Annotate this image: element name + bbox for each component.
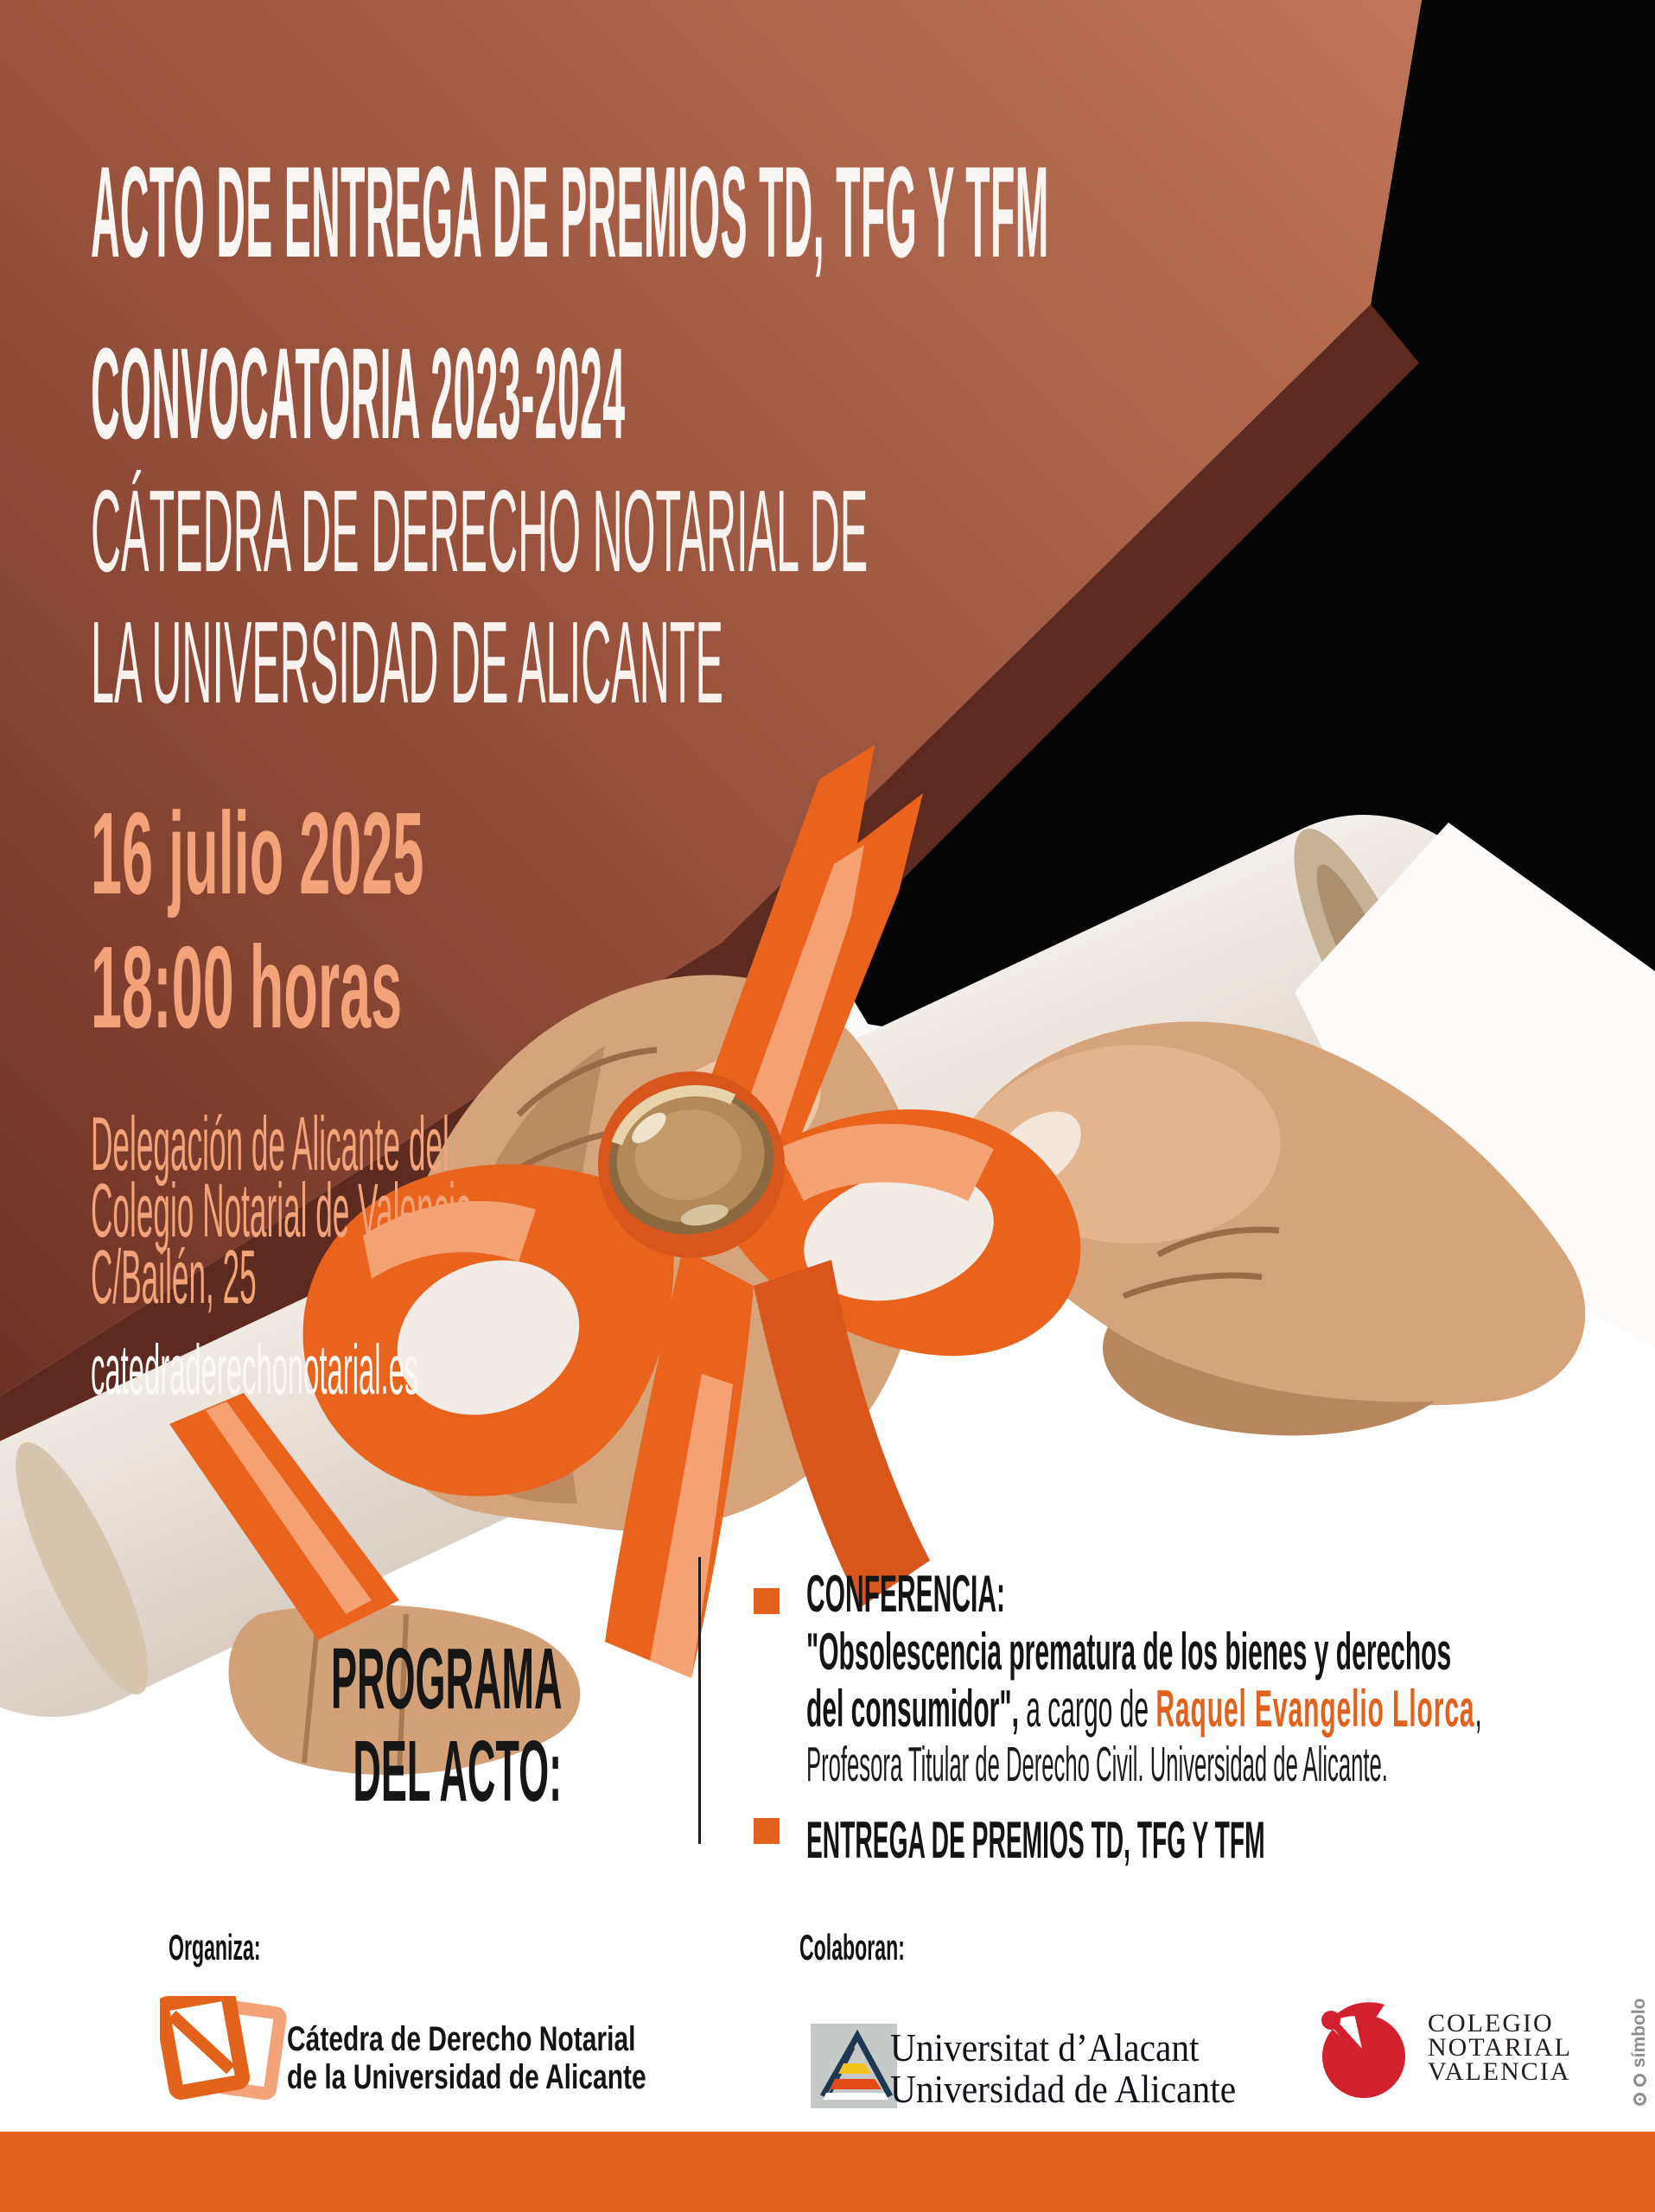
colegio-logo-text-line2: NOTARIAL (1428, 2033, 1572, 2062)
event-date: 16 julio 2025 (91, 788, 424, 918)
program-divider (698, 1557, 701, 1844)
colegio-logo-text-line1: COLEGIO (1428, 2009, 1554, 2037)
ua-logo-text-line1: Universitat d’Alacant (890, 2026, 1200, 2069)
simbolo-credit (1626, 1993, 1652, 2106)
catedra-books-icon (160, 1996, 302, 2104)
simbolo-logo-icon (1633, 2093, 1646, 2106)
colegio-notarial-seal-icon (1319, 2001, 1414, 2105)
colegio-logo-text-line3: VALENCIA (1428, 2057, 1571, 2086)
venue-line3: C/Bailén, 25 (91, 1234, 257, 1319)
speaker-comma: , (1474, 1680, 1482, 1738)
venue-line1: Delegación de Alicante del (91, 1101, 449, 1186)
university-alicante-icon (811, 2024, 897, 2108)
bottom-orange-bar (0, 2132, 1655, 2212)
bullet-square-icon (754, 1818, 780, 1844)
website-link[interactable]: catedraderechonotarial.es (91, 1331, 419, 1409)
poster-title-line1: ACTO DE ENTREGA DE PREMIOS TD, TFG Y TFM (91, 139, 1049, 284)
talk-title-bold: del consumidor", (806, 1680, 1019, 1738)
awards-item-label: ENTREGA DE PREMIOS TD, TFG Y TFM (806, 1811, 1265, 1869)
conference-label: CONFERENCIA: (806, 1565, 1005, 1623)
speaker-role: Profesora Titular de Derecho Civil. Universidad de Alicante. (806, 1737, 1388, 1792)
organiza-label: Organiza: (169, 1927, 261, 1967)
speaker-name: Raquel Evangelio Llorca (1155, 1680, 1475, 1738)
colaboran-label: Colaboran: (799, 1927, 905, 1967)
catedra-logo-text-line1: Cátedra de Derecho Notarial (287, 2020, 636, 2058)
program-heading-line2: DEL ACTO: (353, 1723, 562, 1820)
bullet-square-icon (754, 1588, 780, 1614)
poster-subtitle-line1: CÁTEDRA DE DERECHO NOTARIAL DE (91, 466, 869, 596)
simbolo-credit-text: símbolo (1629, 1998, 1649, 2068)
poster-title-line2: CONVOCATORIA 2023-2024 (91, 321, 626, 466)
program-heading-line1: PROGRAMA (330, 1630, 562, 1727)
talk-title-line2 (806, 1680, 1482, 1738)
event-time: 18:00 horas (91, 922, 403, 1052)
talk-title-line1: "Obsolescencia prematura de los bienes y derechos (806, 1623, 1452, 1681)
poster-subtitle-line2: LA UNIVERSIDAD DE ALICANTE (91, 597, 723, 728)
venue-line2: Colegio Notarial de Valencia (91, 1167, 473, 1253)
catedra-logo-text-line2: de la Universidad de Alicante (287, 2058, 646, 2096)
ua-logo-text-line2: Universidad de Alicante (890, 2068, 1237, 2111)
simbolo-logo-icon (1633, 2074, 1646, 2087)
talk-title-connector: a cargo de (1018, 1680, 1156, 1738)
